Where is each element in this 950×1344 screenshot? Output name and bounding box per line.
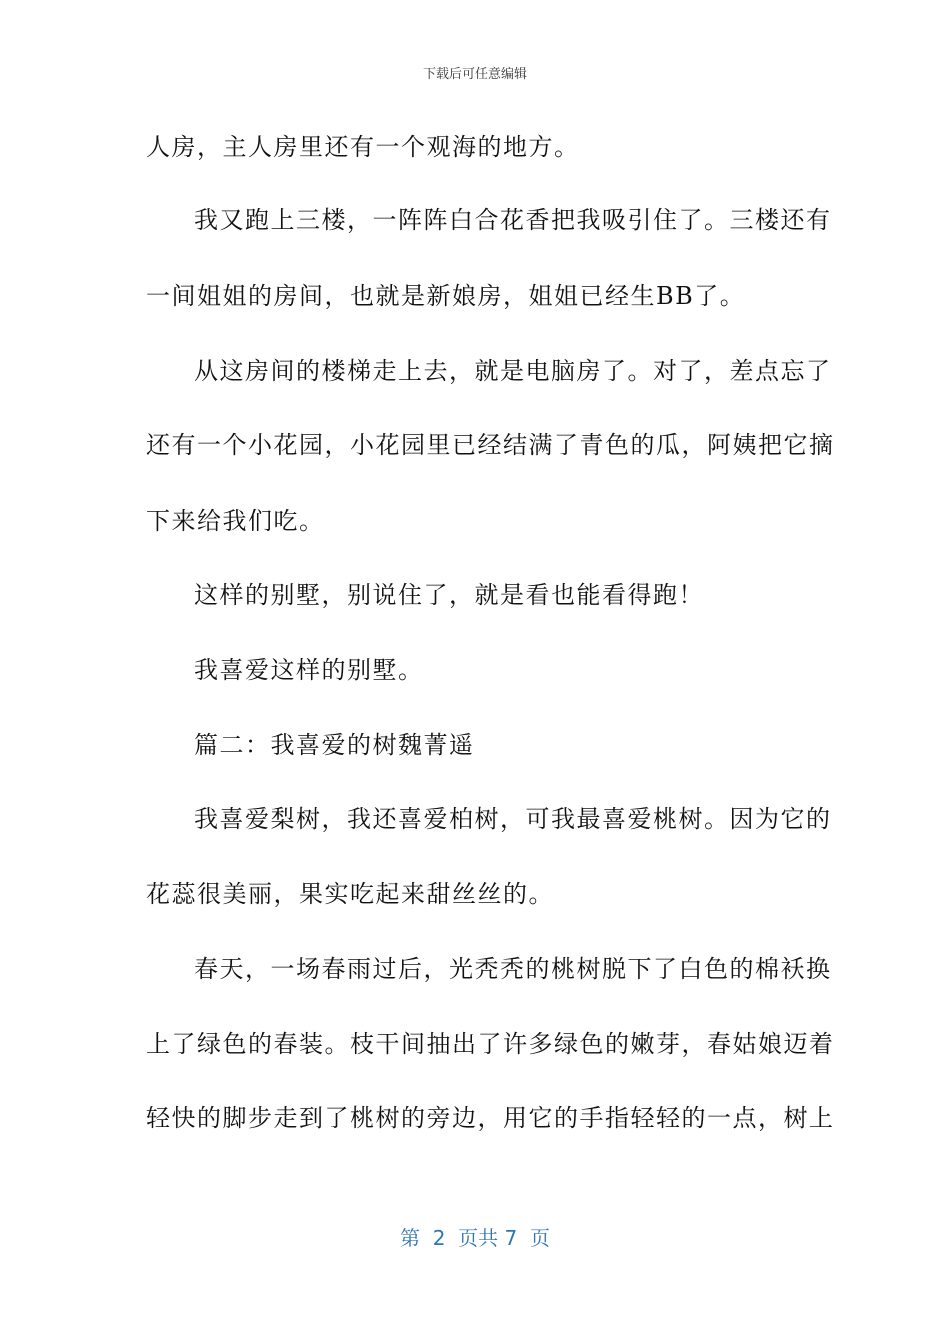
page-header: 下载后可任意编辑 [422, 67, 527, 82]
text-line: 下来给我们吃。 [146, 507, 325, 535]
text-line: 这样的别墅，别说住了，就是看也能看得跑！ [194, 581, 704, 609]
text-line: 从这房间的楼梯走上去，就是电脑房了。对了，差点忘了 [194, 357, 832, 385]
text-line: 一间姐姐的房间，也就是新娘房，姐姐已经生BB了。 [146, 282, 746, 310]
text-line: 我又跑上三楼，一阵阵白合花香把我吸引住了。三楼还有 [194, 206, 832, 234]
section-heading: 篇二：我喜爱的树魏菁遥 [194, 731, 475, 759]
text-line: 人房，主人房里还有一个观海的地方。 [146, 133, 580, 161]
text-line: 我喜爱梨树，我还喜爱柏树，可我最喜爱桃树。因为它的 [194, 805, 832, 833]
text-line: 上了绿色的春装。枝干间抽出了许多绿色的嫩芽，春姑娘迈着 [146, 1030, 835, 1058]
text-line: 春天，一场春雨过后，光秃秃的桃树脱下了白色的棉袄换 [194, 955, 832, 983]
page-number-footer: 第 2 页共 7 页 [400, 1226, 550, 1250]
text-line: 花蕊很美丽，果实吃起来甜丝丝的。 [146, 880, 554, 908]
text-line: 还有一个小花园，小花园里已经结满了青色的瓜，阿姨把它摘 [146, 431, 835, 459]
text-line: 我喜爱这样的别墅。 [194, 656, 424, 684]
text-line: 轻快的脚步走到了桃树的旁边，用它的手指轻轻的一点，树上 [146, 1104, 835, 1132]
